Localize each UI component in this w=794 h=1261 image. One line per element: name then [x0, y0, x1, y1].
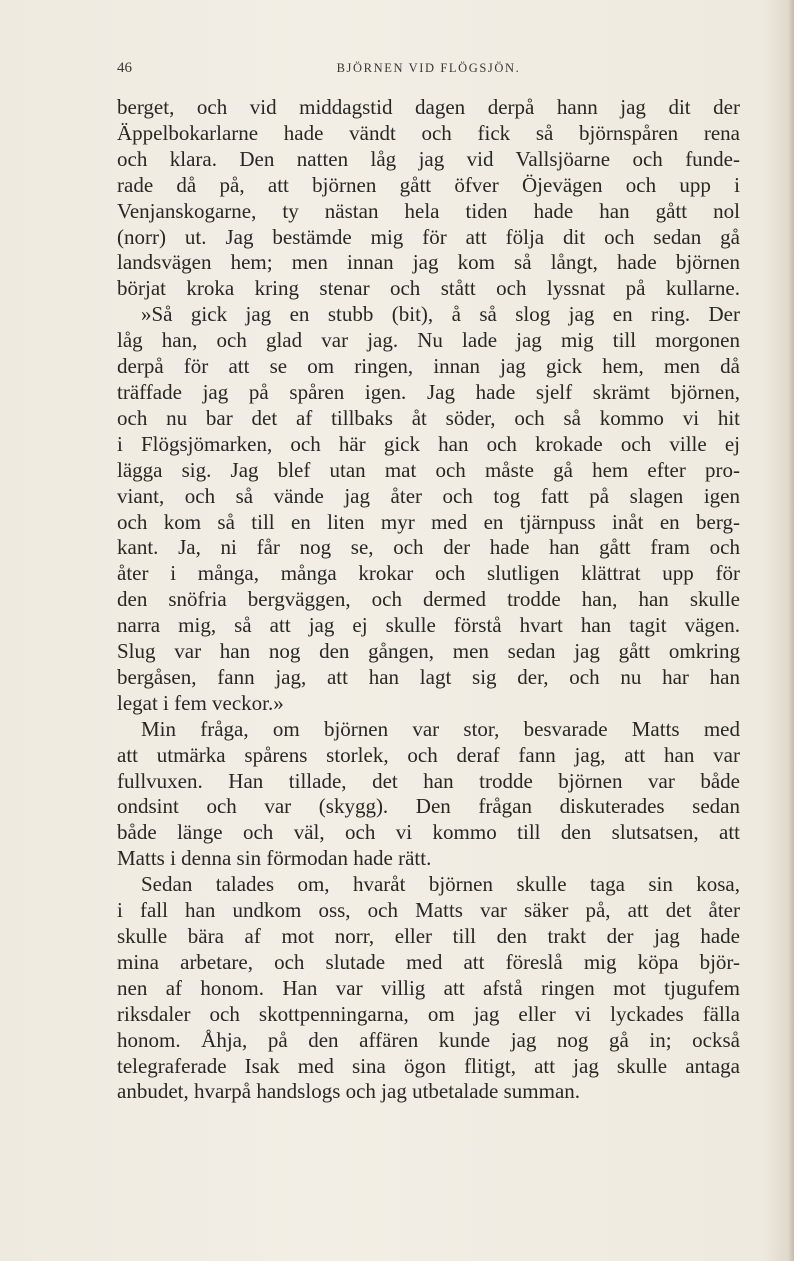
text-line: och kom så till en liten myr med en tjärnpuss inåt en berg- [117, 509, 740, 534]
text-line: och klara. Den natten låg jag vid Vallsjöarne och funde- [117, 146, 740, 171]
text-line: fullvuxen. Han tillade, det han trodde björnen var både [117, 768, 740, 793]
text-line: i fall han undkom oss, och Matts var säker på, att det åter [117, 898, 740, 923]
text-line: telegraferade Isak med sina ögon flitigt, att jag skulle antaga [117, 1053, 740, 1078]
text-line: berget, och vid middagstid dagen derpå hann jag dit der [117, 95, 740, 119]
page-header [117, 60, 740, 84]
text-line: ondsint och var (skygg). Den frågan diskuterades sedan [117, 794, 740, 819]
text-line: att utmärka spårens storlek, och deraf fann jag, att han var [117, 742, 740, 767]
text-line: anbudet, hvarpå handslogs och jag utbetalade summan. [117, 1079, 581, 1104]
body-text [117, 95, 740, 1105]
text-line: börjat kroka kring stenar och stått och lyssnat på kullarne. [117, 276, 740, 301]
text-line: både länge och väl, och vi kommo till den slutsatsen, att [117, 820, 740, 845]
text-line: låg han, och glad var jag. Nu lade jag mig till morgonen [117, 328, 740, 353]
text-line: Slug var han nog den gången, men sedan jag gått omkring [117, 639, 740, 664]
text-line: i Flögsjömarken, och här gick han och krokade och ville ej [117, 431, 740, 456]
running-title: BJÖRNEN VID FLÖGSJÖN. [336, 61, 521, 75]
text-line: »Så gick jag en stubb (bit), å så slog jag en ring. Der [141, 302, 740, 327]
text-line: och nu bar det af tillbaks åt söder, och så kommo vi hit [117, 405, 740, 430]
text-line: nen af honom. Han var villig att afstå ringen mot tjugufem [117, 975, 740, 1000]
text-line: viant, och så vände jag åter och tog fatt på slagen igen [117, 483, 740, 508]
text-line: träffade jag på spåren igen. Jag hade sjelf skrämt björnen, [117, 379, 740, 404]
text-line: lägga sig. Jag blef utan mat och måste gå hem efter pro- [117, 457, 740, 482]
text-line: honom. Åhja, på den affären kunde jag nog gå in; också [117, 1027, 740, 1052]
text-line: åter i många, många krokar och slutligen klättrat upp för [117, 561, 740, 586]
page-number: 46 [117, 60, 132, 76]
text-line: legat i fem veckor.» [117, 690, 284, 715]
text-line: (norr) ut. Jag bestämde mig för att följa dit och sedan gå [117, 224, 740, 249]
text-line: mina arbetare, och slutade med att föreslå mig köpa björ- [117, 949, 740, 974]
text-line: Venjanskogarne, ty nästan hela tiden hade han gått nol [117, 198, 740, 223]
text-line: skulle bära af mot norr, eller till den trakt der jag hade [117, 924, 740, 948]
text-line: Äppelbokarlarne hade vändt och fick så björnspåren rena [117, 120, 740, 145]
text-line: derpå för att se om ringen, innan jag gick hem, men då [117, 354, 740, 379]
page-edge-shadow [788, 0, 794, 1261]
text-line: kant. Ja, ni får nog se, och der hade han gått fram och [117, 535, 740, 560]
text-line: narra mig, så att jag ej skulle förstå hvart han tagit vägen. [117, 613, 740, 638]
text-line: riksdaler och skottpenningarna, om jag eller vi lyckades fälla [117, 1001, 740, 1026]
text-line: Min fråga, om björnen var stor, besvarade Matts med [141, 716, 740, 741]
text-line: bergåsen, fann jag, att han lagt sig der, och nu har han [117, 664, 740, 689]
text-line: rade då på, att björnen gått öfver Öjevägen och upp i [117, 172, 740, 197]
text-line: Sedan talades om, hvaråt björnen skulle taga sin kosa, [141, 872, 740, 897]
text-line: den snöfria bergväggen, och dermed trodde han, han skulle [117, 587, 740, 612]
text-line: landsvägen hem; men innan jag kom så långt, hade björnen [117, 250, 740, 275]
text-line: Matts i denna sin förmodan hade rätt. [117, 846, 432, 871]
